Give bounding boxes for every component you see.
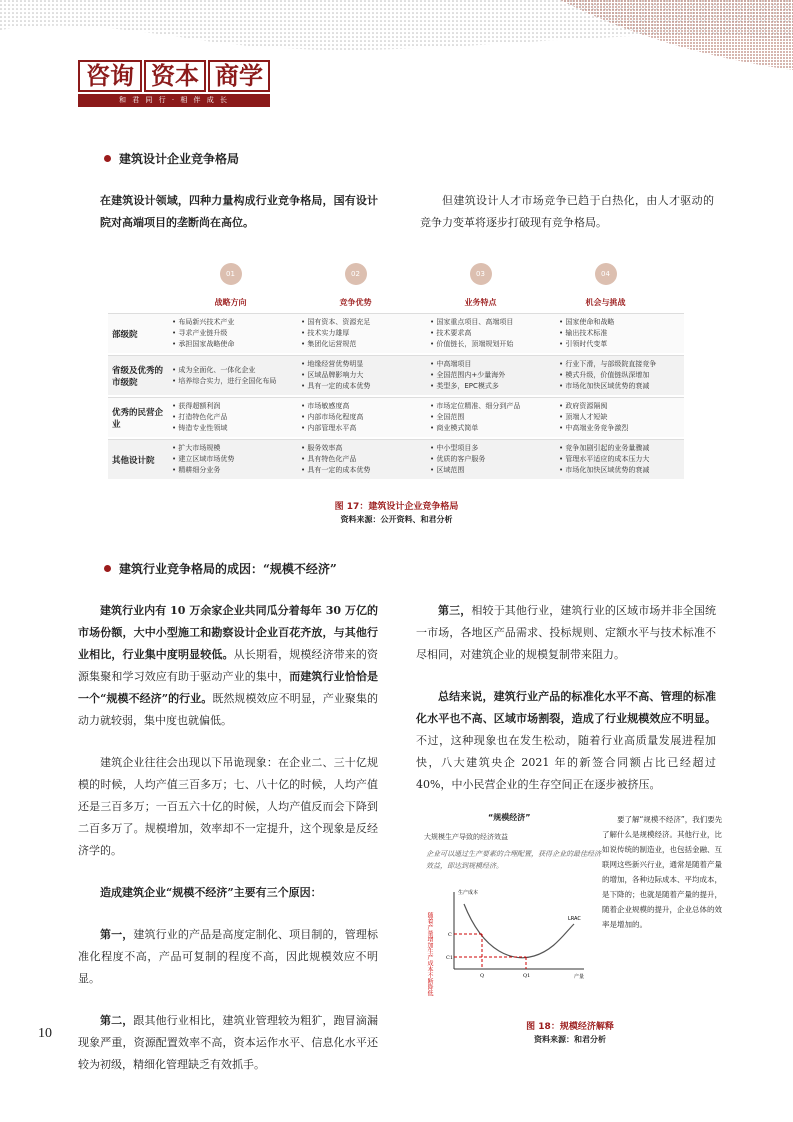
cell-item: • 具有一定的成本优势 [301, 381, 422, 392]
section-heading-1 [104, 150, 239, 167]
cell-item: • 类型多，EPC模式多 [430, 381, 551, 392]
logo-tagline: 和 君 同 行 · 相 伴 成 长 [78, 94, 270, 107]
paragraph [78, 1010, 378, 1076]
bold-text: 造成建筑企业“规模不经济”主要有三个原因： [100, 886, 322, 899]
x-axis-label: 产量 [574, 974, 585, 980]
cell-item: • 中高端项目 [430, 359, 551, 370]
cell-item: • 市场化加快区域优势的衰减 [559, 465, 680, 476]
figure-explanation: 要了解“规模不经济”，我们要先了解什么是规模经济。其他行业，比如说传统的制造业，也包括金融、互联网这些新兴行业，通常是随着产量的增加，各种边际成本、平均成本，是下降的；也就是随着产量的提升，随着企业规模的提升，企业总体的效率是增加的。 [602, 815, 723, 929]
cell-item: • 优质的客户服务 [430, 454, 551, 465]
bold-text: 而建筑行业恰恰是一个“规模不经济”的行业。 [78, 670, 379, 705]
intro-right-text: 但建筑设计人才市场竞争已趋于白热化，由人才驱动的竞争力变革将逐步打破现有竞争格局。 [420, 194, 714, 229]
cell-item: • 市场敏感度高 [301, 401, 422, 412]
paragraph [78, 924, 378, 990]
matrix-cell [426, 398, 555, 437]
cell-item: • 成为全面化、一体化企业 [172, 365, 293, 376]
paragraph [416, 600, 716, 666]
competition-matrix-figure [108, 263, 684, 493]
cost-tick-1: C [448, 932, 452, 938]
paragraph [78, 600, 378, 732]
economies-of-scale-figure [418, 812, 728, 1022]
figure-note: 企业可以通过生产要素的合理配置，获得企业的最佳经济效益，即达到规模经济。 [426, 850, 601, 870]
figure-title: 图 18：规模经济解释 [526, 1022, 614, 1032]
cell-item: • 内部市场化程度高 [301, 412, 422, 423]
row-label: 部级院 [112, 329, 138, 340]
page-number: 10 [38, 1026, 52, 1041]
cell-item: • 市场定位精准、细分到产品 [430, 401, 551, 412]
matrix-row [108, 439, 684, 479]
bold-text: 第一， [100, 928, 134, 941]
cell-item: • 管理水平适应的成本压力大 [559, 454, 680, 465]
brand-logo [78, 60, 270, 107]
column-title: 机会与挑战 [585, 298, 626, 307]
cell-item: • 培养综合实力，进行全国化布局 [172, 376, 293, 387]
cell-item: • 打造特色化产品 [172, 412, 293, 423]
matrix-cell [555, 440, 684, 479]
lrac-curve [464, 904, 574, 958]
figure-source: 资料来源：和君分析 [534, 1035, 606, 1044]
paragraph [416, 686, 716, 796]
y-axis-label: 生产成本 [458, 890, 479, 896]
section-heading-2 [104, 560, 337, 577]
row-label: 优秀的民营企业 [112, 407, 164, 430]
cell-item: • 技术要求高 [430, 328, 551, 339]
text: 建筑企业往往会出现以下吊诡现象：在企业二、三十亿规模的时候，人均产值三百多万；七、八十亿的时候，人均产值还是三百多万；一百五六十亿的时候，人均产值反而会下降到二百多万了。规模增加，效率却不一定提升，这个现象是反经济学的。 [78, 756, 378, 857]
cell-item: • 顶端人才短缺 [559, 412, 680, 423]
column-header [168, 263, 293, 315]
column-number: 03 [470, 263, 492, 285]
cell-item: • 国家使命和战略 [559, 317, 680, 328]
column-number: 01 [220, 263, 242, 285]
figure-title: 图 17：建筑设计企业竞争格局 [334, 502, 459, 512]
cell-item: • 国有资本、资源充足 [301, 317, 422, 328]
cost-decrease-label: 随着产量增加生产成本不断降低 [426, 912, 433, 996]
logo-char-2: 资本 [144, 60, 206, 92]
cell-item: • 服务效率高 [301, 443, 422, 454]
cell-item: • 价值链长，顶端规划开始 [430, 339, 551, 350]
cell-item: • 政府资源隔阂 [559, 401, 680, 412]
cell-item: • 区域范围 [430, 465, 551, 476]
cell-item: • 地缘经营优势明显 [301, 359, 422, 370]
logo-char-3: 商学 [208, 60, 270, 92]
cell-item: • 获得超额利润 [172, 401, 293, 412]
matrix-row [108, 397, 684, 437]
column-header [293, 263, 418, 315]
intro-right [420, 190, 714, 234]
matrix-row [108, 313, 684, 353]
bullet-icon [104, 155, 111, 162]
matrix-cell [426, 314, 555, 353]
cost-tick-2: C1 [446, 955, 454, 961]
cell-item: • 竞争加剧引起的业务量骤减 [559, 443, 680, 454]
cost-curve-chart [434, 884, 594, 984]
cell-item: • 具有特色化产品 [301, 454, 422, 465]
cell-item: • 集团化运营规范 [301, 339, 422, 350]
cell-item: • 扩大市场规模 [172, 443, 293, 454]
cell-item: • 引领时代变革 [559, 339, 680, 350]
bold-text: 建筑行业内有 10 万余家企业共同瓜分着每年 30 万亿的市场份额，大中小型施工和勘察设计企业百花齐放，与其他行业相比，行业集中度明显较低。 [78, 604, 378, 661]
qty-tick-2: Q1 [523, 973, 531, 979]
matrix-cell [168, 440, 297, 479]
matrix-row [108, 355, 684, 395]
matrix-cell [297, 314, 426, 353]
matrix-cell [555, 314, 684, 353]
matrix-cell [555, 356, 684, 395]
cell-item: • 全国范围 [430, 412, 551, 423]
matrix-cell [297, 398, 426, 437]
text: 建筑行业的产品是高度定制化、项目制的，管理标准化程度不高，产品可复制的程度不高，因此规模效应不明显。 [78, 928, 378, 985]
text: 既然规模效应不明显，产业聚集的动力就较弱，集中度也就偏低。 [78, 692, 379, 727]
matrix-cell [426, 440, 555, 479]
section-title: 建筑设计企业竞争格局 [119, 152, 240, 166]
cell-item: • 技术实力雄厚 [301, 328, 422, 339]
row-label: 省级及优秀的市级院 [112, 365, 164, 388]
section-title: 建筑行业竞争格局的成因：“规模不经济” [119, 562, 337, 576]
cell-item: • 寻求产业链升级 [172, 328, 293, 339]
figure-subtitle: 大规模生产导致的经济效益 [424, 833, 508, 841]
qty-tick-1: Q [480, 973, 485, 979]
intro-left [100, 190, 378, 234]
figure-inner-title: “规模经济” [488, 813, 531, 822]
cell-item: • 具有一定的成本优势 [301, 465, 422, 476]
cell-item: • 行业下滑，与部级院直接竞争 [559, 359, 680, 370]
matrix-cell [297, 440, 426, 479]
matrix-columns [168, 263, 684, 315]
logo-char-1: 咨询 [78, 60, 142, 92]
cell-item: • 全国范围内+少量海外 [430, 370, 551, 381]
bold-text: 总结来说，建筑行业产品的标准化水平不高、管理的标准化水平也不高、区域市场割裂，造成了行业规模效应不明显。 [416, 690, 716, 725]
cell-item: • 内部管理水平高 [301, 423, 422, 434]
matrix-cell [426, 356, 555, 395]
curve-label: LRAC [568, 916, 581, 922]
cell-item: • 精耕细分业务 [172, 465, 293, 476]
column-title: 竞争优势 [339, 298, 372, 307]
cell-item: • 输出技术标准 [559, 328, 680, 339]
column-header [418, 263, 543, 315]
cell-item: • 中高端业务竞争激烈 [559, 423, 680, 434]
right-column [416, 600, 716, 816]
matrix-cell [297, 356, 426, 395]
cell-item: • 铸造专业性领域 [172, 423, 293, 434]
cell-item: • 布局新兴技术产业 [172, 317, 293, 328]
text: 跟其他行业相比，建筑业管理较为粗犷，跑冒滴漏现象严重，资源配置效率不高，资本运作水平、信息化水平还较为初级，精细化管理缺乏有效抓手。 [78, 1014, 378, 1071]
figure-source: 资料来源：公开资料、和君分析 [340, 515, 453, 524]
matrix-cell [555, 398, 684, 437]
matrix-cell [168, 356, 297, 395]
cell-item: • 中小型项目多 [430, 443, 551, 454]
column-title: 业务特点 [464, 298, 497, 307]
matrix-cell [168, 398, 297, 437]
text: 从长期看，规模经济带来的资源集聚和学习效应有助于驱动产业的集中， [78, 648, 379, 683]
bullet-icon [104, 565, 111, 572]
text: 不过，这种现象也在发生松动，随着行业高质量发展进程加快，八大建筑央企 2021 年的新签合同额占比已经超过 40%，中小民营企业的生存空间正在逐步被挤压。 [416, 734, 716, 791]
row-label: 其他设计院 [112, 455, 155, 466]
column-number: 02 [345, 263, 367, 285]
column-header [543, 263, 668, 315]
cell-item: • 市场化加快区域优势的衰减 [559, 381, 680, 392]
intro-left-text: 在建筑设计领域，四种力量构成行业竞争格局，国有设计院对高端项目的垄断尚在高位。 [100, 194, 378, 229]
paragraph [78, 882, 378, 904]
cell-item: • 建立区域市场优势 [172, 454, 293, 465]
bold-text: 第三， [438, 604, 472, 617]
text: 相较于其他行业，建筑行业的区域市场并非全国统一市场，各地区产品需求、投标规则、定额水平与技术标准不尽相同，对建筑企业的规模复制带来阻力。 [416, 604, 716, 661]
left-column [78, 600, 378, 1096]
column-title: 战略方向 [214, 298, 247, 307]
figure2-caption [470, 1019, 670, 1045]
bold-text: 第二， [100, 1014, 134, 1027]
cell-item: • 国家重点项目、高端项目 [430, 317, 551, 328]
column-number: 04 [595, 263, 617, 285]
cell-item: • 商业模式简单 [430, 423, 551, 434]
cell-item: • 模式升级，价值链纵深增加 [559, 370, 680, 381]
cell-item: • 承担国家战略使命 [172, 339, 293, 350]
matrix-cell [168, 314, 297, 353]
cell-item: • 区域品牌影响力大 [301, 370, 422, 381]
paragraph [78, 752, 378, 862]
figure1-caption [200, 499, 593, 525]
